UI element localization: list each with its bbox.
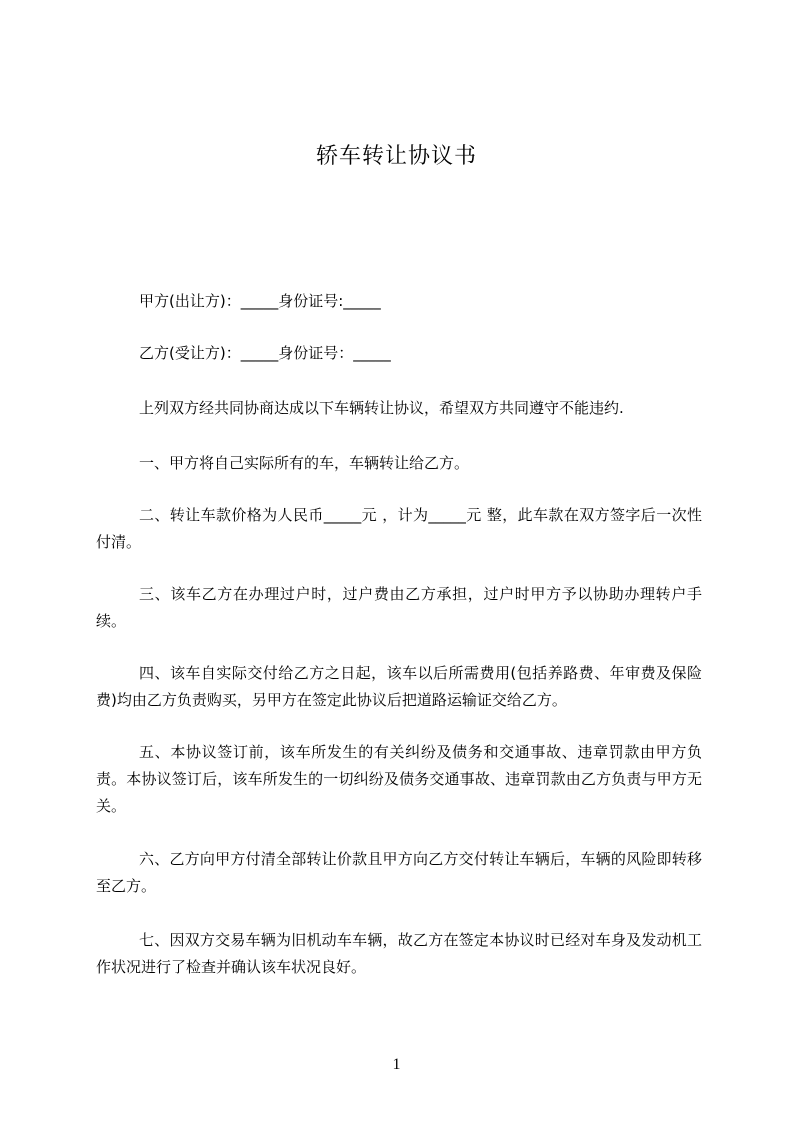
clause-1: 一、甲方将自己实际所有的车，车辆转让给乙方。 (139, 454, 470, 472)
party-a-line: 甲方(出让方)：_____身份证号:_____ (139, 292, 381, 310)
page-title: 轿车转让协议书 (315, 144, 477, 169)
clause-7: 七、因双方交易车辆为旧机动车车辆，故乙方在签定本协议时已经对车身及发动机工作状况进行了检查并确认该车状况良好。 (96, 931, 702, 976)
clause-2: 二、转让车款价格为人民币_____元 ，计为_____元 整，此车款在双方签字后一次性付清。 (96, 506, 702, 551)
clause-6: 六、乙方向甲方付清全部转让价款且甲方向乙方交付转让车辆后，车辆的风险即转移至乙方。 (96, 850, 702, 895)
clause-5: 五、本协议签订前，该车所发生的有关纠纷及债务和交通事故、违章罚款由甲方负责。本协议签订后，该车所发生的一切纠纷及债务交通事故、违章罚款由乙方负责与甲方无关。 (96, 743, 702, 815)
clause-4: 四、该车自实际交付给乙方之日起，该车以后所需费用(包括养路费、年审费及保险费)均由乙方负责购买，另甲方在签定此协议后把道路运输证交给乙方。 (96, 664, 702, 709)
preamble-paragraph: 上列双方经共同协商达成以下车辆转让协议，希望双方共同遵守不能违约. (139, 399, 624, 417)
party-b-line: 乙方(受让方)：_____身份证号：_____ (139, 344, 391, 362)
clause-3: 三、该车乙方在办理过户时，过户费由乙方承担，过户时甲方予以协助办理转户手续。 (96, 585, 702, 630)
page-number: 1 (392, 1056, 401, 1073)
